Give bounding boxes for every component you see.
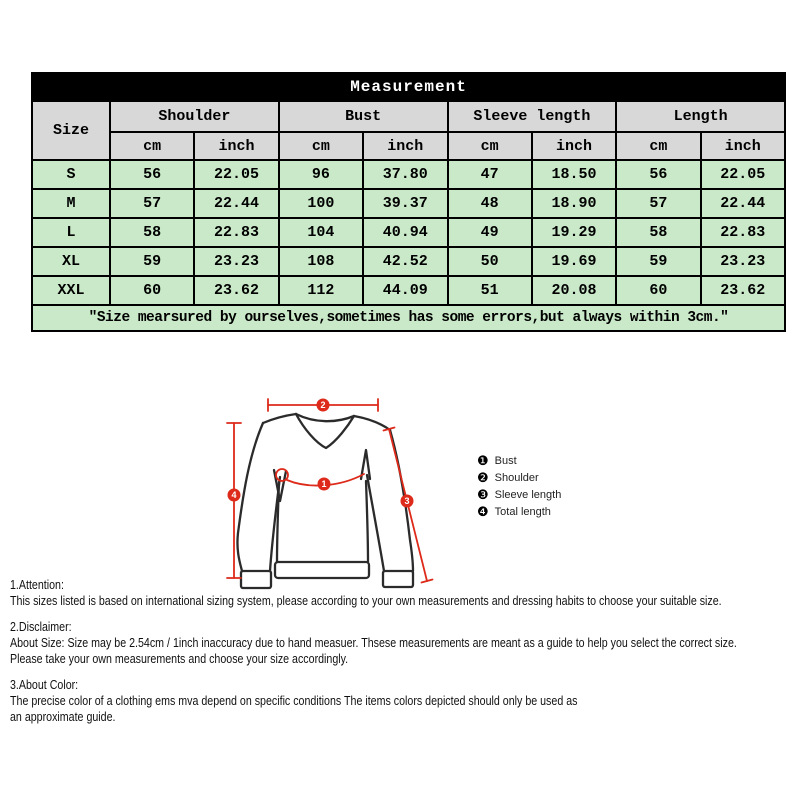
value-cell: 23.62 xyxy=(701,276,785,305)
value-cell: 57 xyxy=(110,189,194,218)
note-heading: 1.Attention: xyxy=(10,577,64,592)
value-cell: 60 xyxy=(616,276,700,305)
value-cell: 108 xyxy=(279,247,363,276)
marker-sleeve-number: 3 xyxy=(404,496,410,507)
marker-shoulder-number: 2 xyxy=(320,400,326,411)
value-cell: 39.37 xyxy=(363,189,447,218)
value-cell: 20.08 xyxy=(532,276,616,305)
unit-header: cm xyxy=(279,132,363,160)
value-cell: 47 xyxy=(448,160,532,189)
measurement-markers xyxy=(228,399,414,508)
circled-2-icon: ❷ xyxy=(477,470,489,485)
size-cell: XXL xyxy=(32,276,110,305)
value-cell: 40.94 xyxy=(363,218,447,247)
value-cell: 22.05 xyxy=(194,160,278,189)
table-row-l xyxy=(32,218,785,247)
measurement-disclaimer-note: ″Size mearsured by ourselves,sometimes has some errors,but always within 3cm.″ xyxy=(32,305,785,331)
measurement-legend xyxy=(477,452,561,520)
marker-length-number: 4 xyxy=(231,490,237,501)
circled-4-icon: ❹ xyxy=(477,504,489,519)
value-cell: 59 xyxy=(110,247,194,276)
value-cell: 44.09 xyxy=(363,276,447,305)
notes-section xyxy=(10,577,797,735)
value-cell: 22.83 xyxy=(194,218,278,247)
value-cell: 42.52 xyxy=(363,247,447,276)
value-cell: 112 xyxy=(279,276,363,305)
note-attention xyxy=(10,577,797,609)
value-cell: 104 xyxy=(279,218,363,247)
value-cell: 22.44 xyxy=(194,189,278,218)
note-disclaimer xyxy=(10,619,797,667)
measurement-lines xyxy=(227,399,433,583)
value-cell: 22.83 xyxy=(701,218,785,247)
marker-bust-number: 1 xyxy=(321,479,327,490)
unit-header: cm xyxy=(110,132,194,160)
note-line: Please take your own measurements and choose your size accordingly. xyxy=(10,651,349,666)
table-row-m xyxy=(32,189,785,218)
group-header-bust: Bust xyxy=(279,101,448,132)
note-heading: 3.About Color: xyxy=(10,677,79,692)
legend-item-shoulder xyxy=(477,469,561,486)
value-cell: 51 xyxy=(448,276,532,305)
sweater-outline-icon xyxy=(237,414,413,588)
value-cell: 59 xyxy=(616,247,700,276)
value-cell: 22.05 xyxy=(701,160,785,189)
group-header-length: Length xyxy=(616,101,785,132)
unit-header: inch xyxy=(363,132,447,160)
note-about-color xyxy=(10,677,797,725)
unit-header: cm xyxy=(448,132,532,160)
size-cell: S xyxy=(32,160,110,189)
measurement-title: Measurement xyxy=(32,73,785,101)
size-column-header: Size xyxy=(32,101,110,160)
value-cell: 58 xyxy=(110,218,194,247)
legend-item-sleeve-length xyxy=(477,486,561,503)
legend-label: Shoulder xyxy=(494,471,539,484)
legend-label: Bust xyxy=(494,454,517,467)
table-row-xl xyxy=(32,247,785,276)
legend-item-total-length xyxy=(477,503,561,520)
value-cell: 19.69 xyxy=(532,247,616,276)
note-heading: 2.Disclaimer: xyxy=(10,619,72,634)
value-cell: 19.29 xyxy=(532,218,616,247)
note-line: This sizes listed is based on international sizing system, please according to your own measurements and dressing habits to choose your suitable size. xyxy=(10,593,722,608)
value-cell: 23.62 xyxy=(194,276,278,305)
value-cell: 58 xyxy=(616,218,700,247)
circled-1-icon: ❶ xyxy=(477,453,489,468)
value-cell: 48 xyxy=(448,189,532,218)
value-cell: 100 xyxy=(279,189,363,218)
size-chart-table xyxy=(31,72,786,332)
value-cell: 49 xyxy=(448,218,532,247)
value-cell: 18.90 xyxy=(532,189,616,218)
legend-label: Sleeve length xyxy=(494,488,562,501)
size-cell: L xyxy=(32,218,110,247)
note-line: The precise color of a clothing ems mva depend on specific conditions The items colors depicted should only be used as xyxy=(10,693,578,708)
size-cell: M xyxy=(32,189,110,218)
value-cell: 60 xyxy=(110,276,194,305)
unit-header: inch xyxy=(532,132,616,160)
value-cell: 56 xyxy=(616,160,700,189)
value-cell: 22.44 xyxy=(701,189,785,218)
value-cell: 23.23 xyxy=(194,247,278,276)
value-cell: 18.50 xyxy=(532,160,616,189)
value-cell: 50 xyxy=(448,247,532,276)
value-cell: 96 xyxy=(279,160,363,189)
value-cell: 37.80 xyxy=(363,160,447,189)
unit-header: inch xyxy=(194,132,278,160)
unit-header: inch xyxy=(701,132,785,160)
note-line: an approximate guide. xyxy=(10,709,116,724)
legend-item-bust xyxy=(477,452,561,469)
table-row-xxl xyxy=(32,276,785,305)
value-cell: 57 xyxy=(616,189,700,218)
group-header-shoulder: Shoulder xyxy=(110,101,279,132)
size-cell: XL xyxy=(32,247,110,276)
circled-3-icon: ❸ xyxy=(477,487,489,502)
legend-label: Total length xyxy=(494,505,551,518)
value-cell: 56 xyxy=(110,160,194,189)
unit-header: cm xyxy=(616,132,700,160)
note-line: About Size: Size may be 2.54cm / 1inch inaccuracy due to hand measuer. Thsese measurements are meant as a guide to help you select the correct size. xyxy=(10,635,737,650)
group-header-sleeve-length: Sleeve length xyxy=(448,101,617,132)
table-row-s xyxy=(32,160,785,189)
value-cell: 23.23 xyxy=(701,247,785,276)
